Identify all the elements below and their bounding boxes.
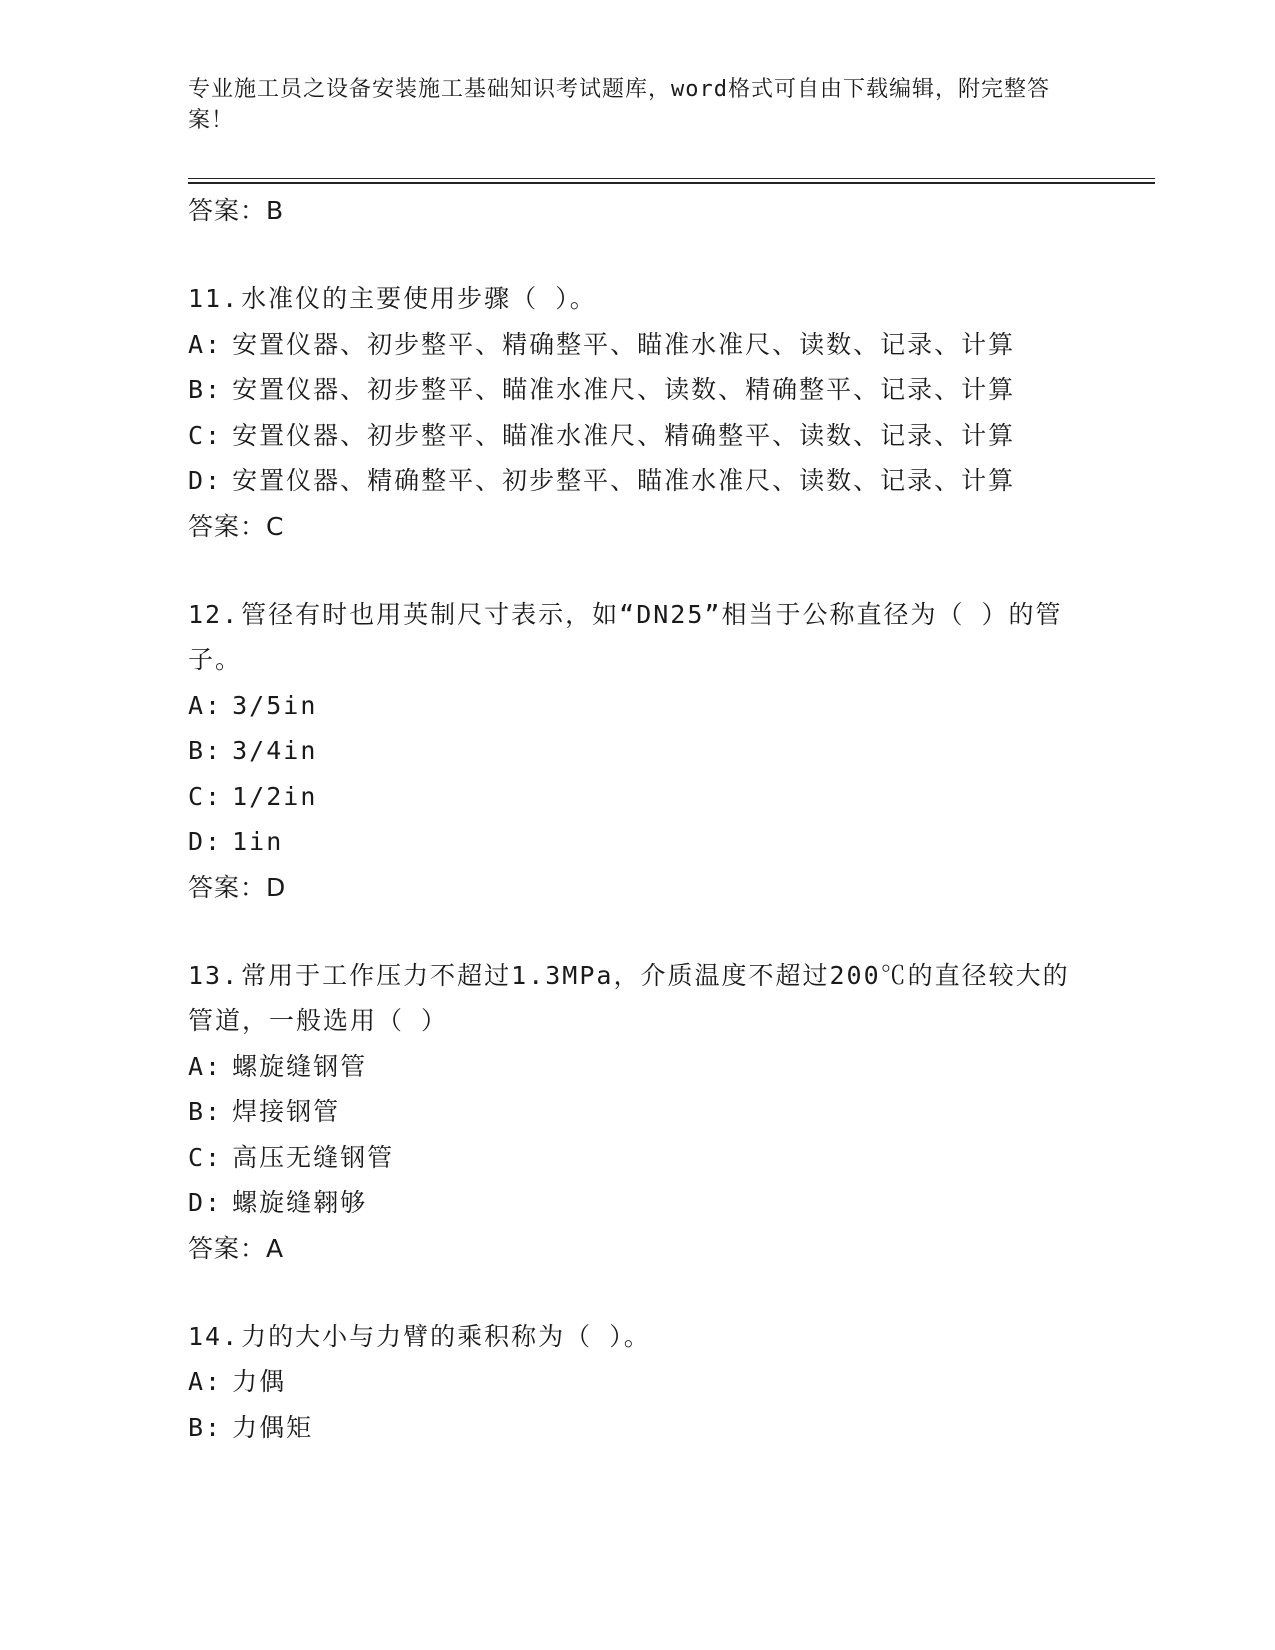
option-c — [188, 774, 1088, 820]
question-text: 常用于工作压力不超过1.3MPa，介质温度不超过200℃的直径较大的管道，一般选用（ ） — [188, 960, 1070, 1035]
answer-label: 答案：D — [188, 872, 287, 902]
option-text: 1in — [232, 827, 284, 856]
question-12 — [188, 592, 1088, 911]
option-key: D: — [188, 1188, 223, 1217]
question-stem — [188, 953, 1088, 1044]
option-b — [188, 367, 1088, 413]
option-b — [188, 728, 1088, 774]
header-divider-thin — [188, 178, 1155, 179]
question-text: 力的大小与力臂的乘积称为（ ）。 — [241, 1321, 651, 1351]
question-13 — [188, 953, 1088, 1272]
option-key: B: — [188, 375, 223, 404]
option-text: 安置仪器、初步整平、瞄准水准尺、精确整平、读数、记录、计算 — [232, 420, 1016, 450]
answer-label: 答案：B — [188, 196, 285, 225]
option-text: 3/5in — [232, 690, 318, 720]
answer-label: 答案：C — [188, 511, 285, 541]
question-11 — [188, 276, 1088, 550]
question-number: 11. — [188, 284, 240, 313]
option-key: D: — [188, 466, 223, 495]
option-a — [188, 1359, 1088, 1405]
option-key: A: — [188, 1051, 223, 1081]
option-text: 力偶 — [232, 1367, 287, 1396]
option-text: 安置仪器、精确整平、初步整平、瞄准水准尺、读数、记录、计算 — [232, 466, 1016, 495]
option-key: A: — [188, 1367, 223, 1396]
option-key: B: — [188, 736, 223, 765]
option-a — [188, 1044, 1088, 1090]
document-header: 专业施工员之设备安装施工基础知识考试题库，word格式可自由下载编辑，附完整答案！ — [188, 77, 1050, 133]
option-text: 高压无缝钢管 — [232, 1142, 395, 1172]
question-stem — [188, 592, 1088, 683]
option-key: C: — [188, 1142, 223, 1172]
answer-label: 答案：A — [188, 1233, 285, 1263]
question-number: 12. — [188, 599, 240, 629]
option-a — [188, 683, 1088, 729]
question-text: 水准仪的主要使用步骤（ ）。 — [241, 284, 597, 313]
option-key: A: — [188, 690, 223, 720]
option-d — [188, 458, 1088, 504]
question-text: 管径有时也用英制尺寸表示，如“DN25”相当于公称直径为（ ）的管子。 — [188, 599, 1063, 674]
option-key: C: — [188, 420, 223, 450]
question-stem — [188, 276, 1088, 322]
option-text: 力偶矩 — [232, 1412, 314, 1442]
option-text: 螺旋缝翱够 — [232, 1188, 368, 1217]
option-text: 1/2in — [232, 781, 318, 811]
question-number: 14. — [188, 1321, 240, 1351]
question-list — [188, 188, 1088, 1450]
option-key: B: — [188, 1097, 223, 1126]
option-c — [188, 1135, 1088, 1181]
question-stem — [188, 1314, 1088, 1360]
option-d — [188, 1180, 1088, 1226]
option-b — [188, 1089, 1088, 1135]
option-text: 3/4in — [232, 736, 318, 765]
option-text: 螺旋缝钢管 — [232, 1051, 368, 1081]
option-b — [188, 1405, 1088, 1451]
option-d — [188, 819, 1088, 865]
option-text: 安置仪器、初步整平、精确整平、瞄准水准尺、读数、记录、计算 — [232, 329, 1016, 359]
option-key: A: — [188, 329, 223, 359]
option-key: D: — [188, 827, 223, 856]
option-key: B: — [188, 1412, 223, 1442]
option-c — [188, 413, 1088, 459]
header-divider-thick — [188, 182, 1155, 184]
option-text: 安置仪器、初步整平、瞄准水准尺、读数、精确整平、记录、计算 — [232, 375, 1016, 404]
option-a — [188, 322, 1088, 368]
option-text: 焊接钢管 — [232, 1097, 341, 1126]
option-key: C: — [188, 781, 223, 811]
question-number: 13. — [188, 960, 240, 990]
question-14 — [188, 1314, 1088, 1451]
